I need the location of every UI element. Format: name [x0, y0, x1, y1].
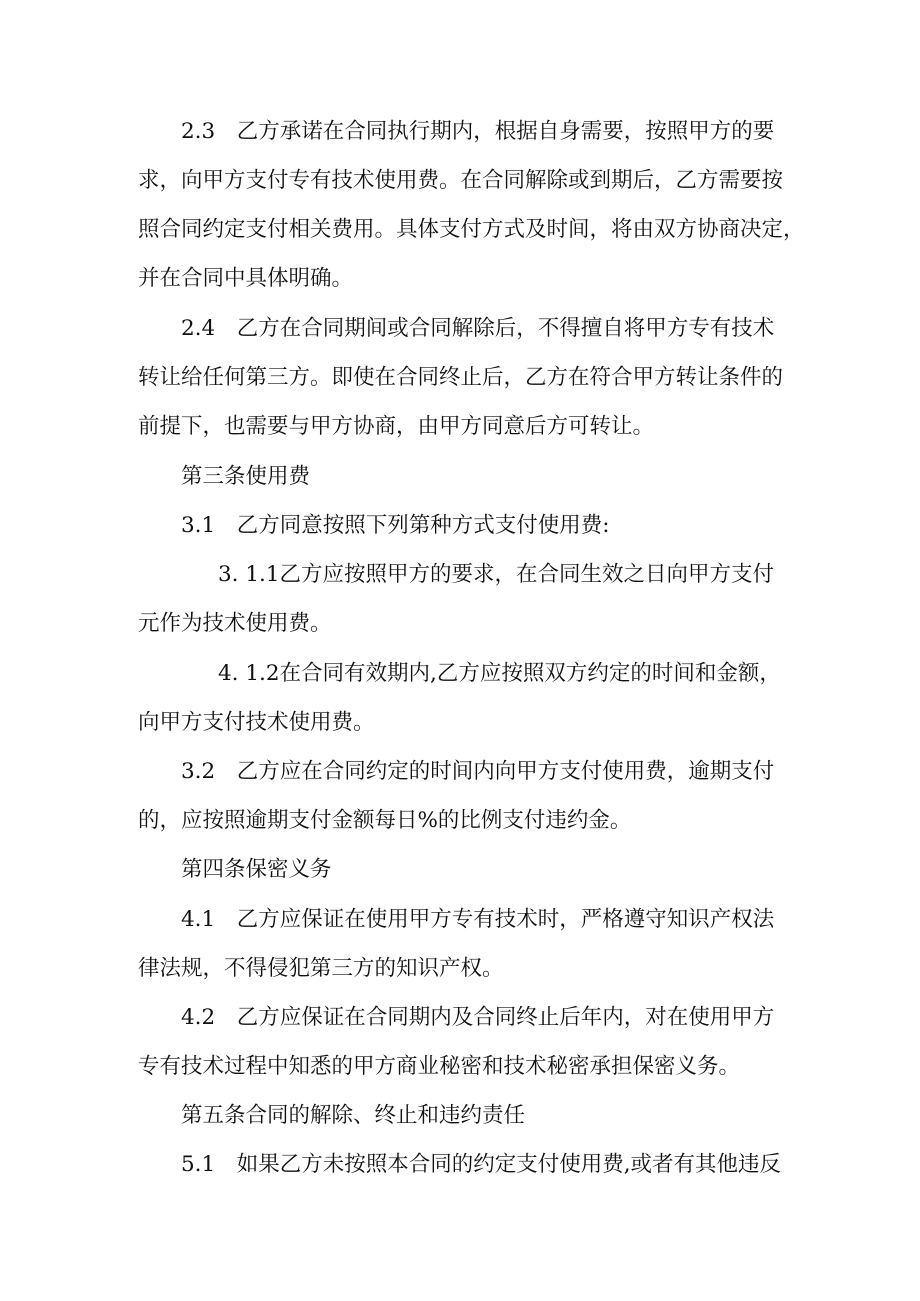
clause-2-4-line-1: 2.4 乙方在合同期间或合同解除后，不得擅自将甲方专有技术 — [181, 316, 775, 341]
clause-2-3-line-2: 求，向甲方支付专有技术使用费。在合同解除或到期后，乙方需要按 — [138, 168, 784, 193]
clause-5-1-line-1: 5.1 如果乙方未按照本合同的约定支付使用费,或者有其他违反 — [181, 1152, 782, 1177]
clause-4-1-2-line-2: 向甲方支付技术使用费。 — [138, 710, 375, 735]
clause-3-2-line-1: 3.2 乙方应在合同约定的时间内向甲方支付使用费，逾期支付 — [181, 759, 775, 784]
clause-3-1-1-line-1: 3. 1.1乙方应按照甲方的要求，在合同生效之日向甲方支付 — [218, 562, 775, 587]
clause-2-4-line-2: 转让给任何第三方。即使在合同终止后，乙方在符合甲方转让条件的 — [138, 365, 784, 390]
clause-4-2-line-1: 4.2 乙方应保证在合同期内及合同终止后年内，对在使用甲方 — [181, 1005, 775, 1030]
clause-4-1-2-line-1: 4. 1.2在合同有效期内,乙方应按照双方约定的时间和金额， — [218, 661, 781, 686]
clause-2-3-line-3: 照合同约定支付相关费用。具体支付方式及时间，将由双方协商决定， — [138, 217, 805, 242]
clause-2-4-line-3: 前提下，也需要与甲方协商，由甲方同意后方可转让。 — [138, 414, 655, 439]
clause-2-3-line-4: 并在合同中具体明确。 — [138, 266, 354, 291]
section-4-heading: 第四条保密义务 — [181, 857, 332, 882]
clause-3-2-line-2: 的，应按照逾期支付金额每日%的比例支付违约金。 — [138, 808, 632, 833]
clause-3-1-line-1: 3.1 乙方同意按照下列第种方式支付使用费: — [181, 513, 610, 538]
clause-4-1-line-1: 4.1 乙方应保证在使用甲方专有技术时，严格遵守知识产权法 — [181, 907, 775, 932]
clause-2-3-line-1: 2.3 乙方承诺在合同执行期内，根据自身需要，按照甲方的要 — [181, 119, 775, 144]
section-5-heading: 第五条合同的解除、终止和违约责任 — [181, 1103, 526, 1128]
clause-4-2-line-2: 专有技术过程中知悉的甲方商业秘密和技术秘密承担保密义务。 — [138, 1054, 741, 1079]
clause-3-1-1-line-2: 元作为技术使用费。 — [138, 611, 332, 636]
section-3-heading: 第三条使用费 — [181, 464, 311, 489]
clause-4-1-line-2: 律法规，不得侵犯第三方的知识产权。 — [138, 956, 504, 981]
